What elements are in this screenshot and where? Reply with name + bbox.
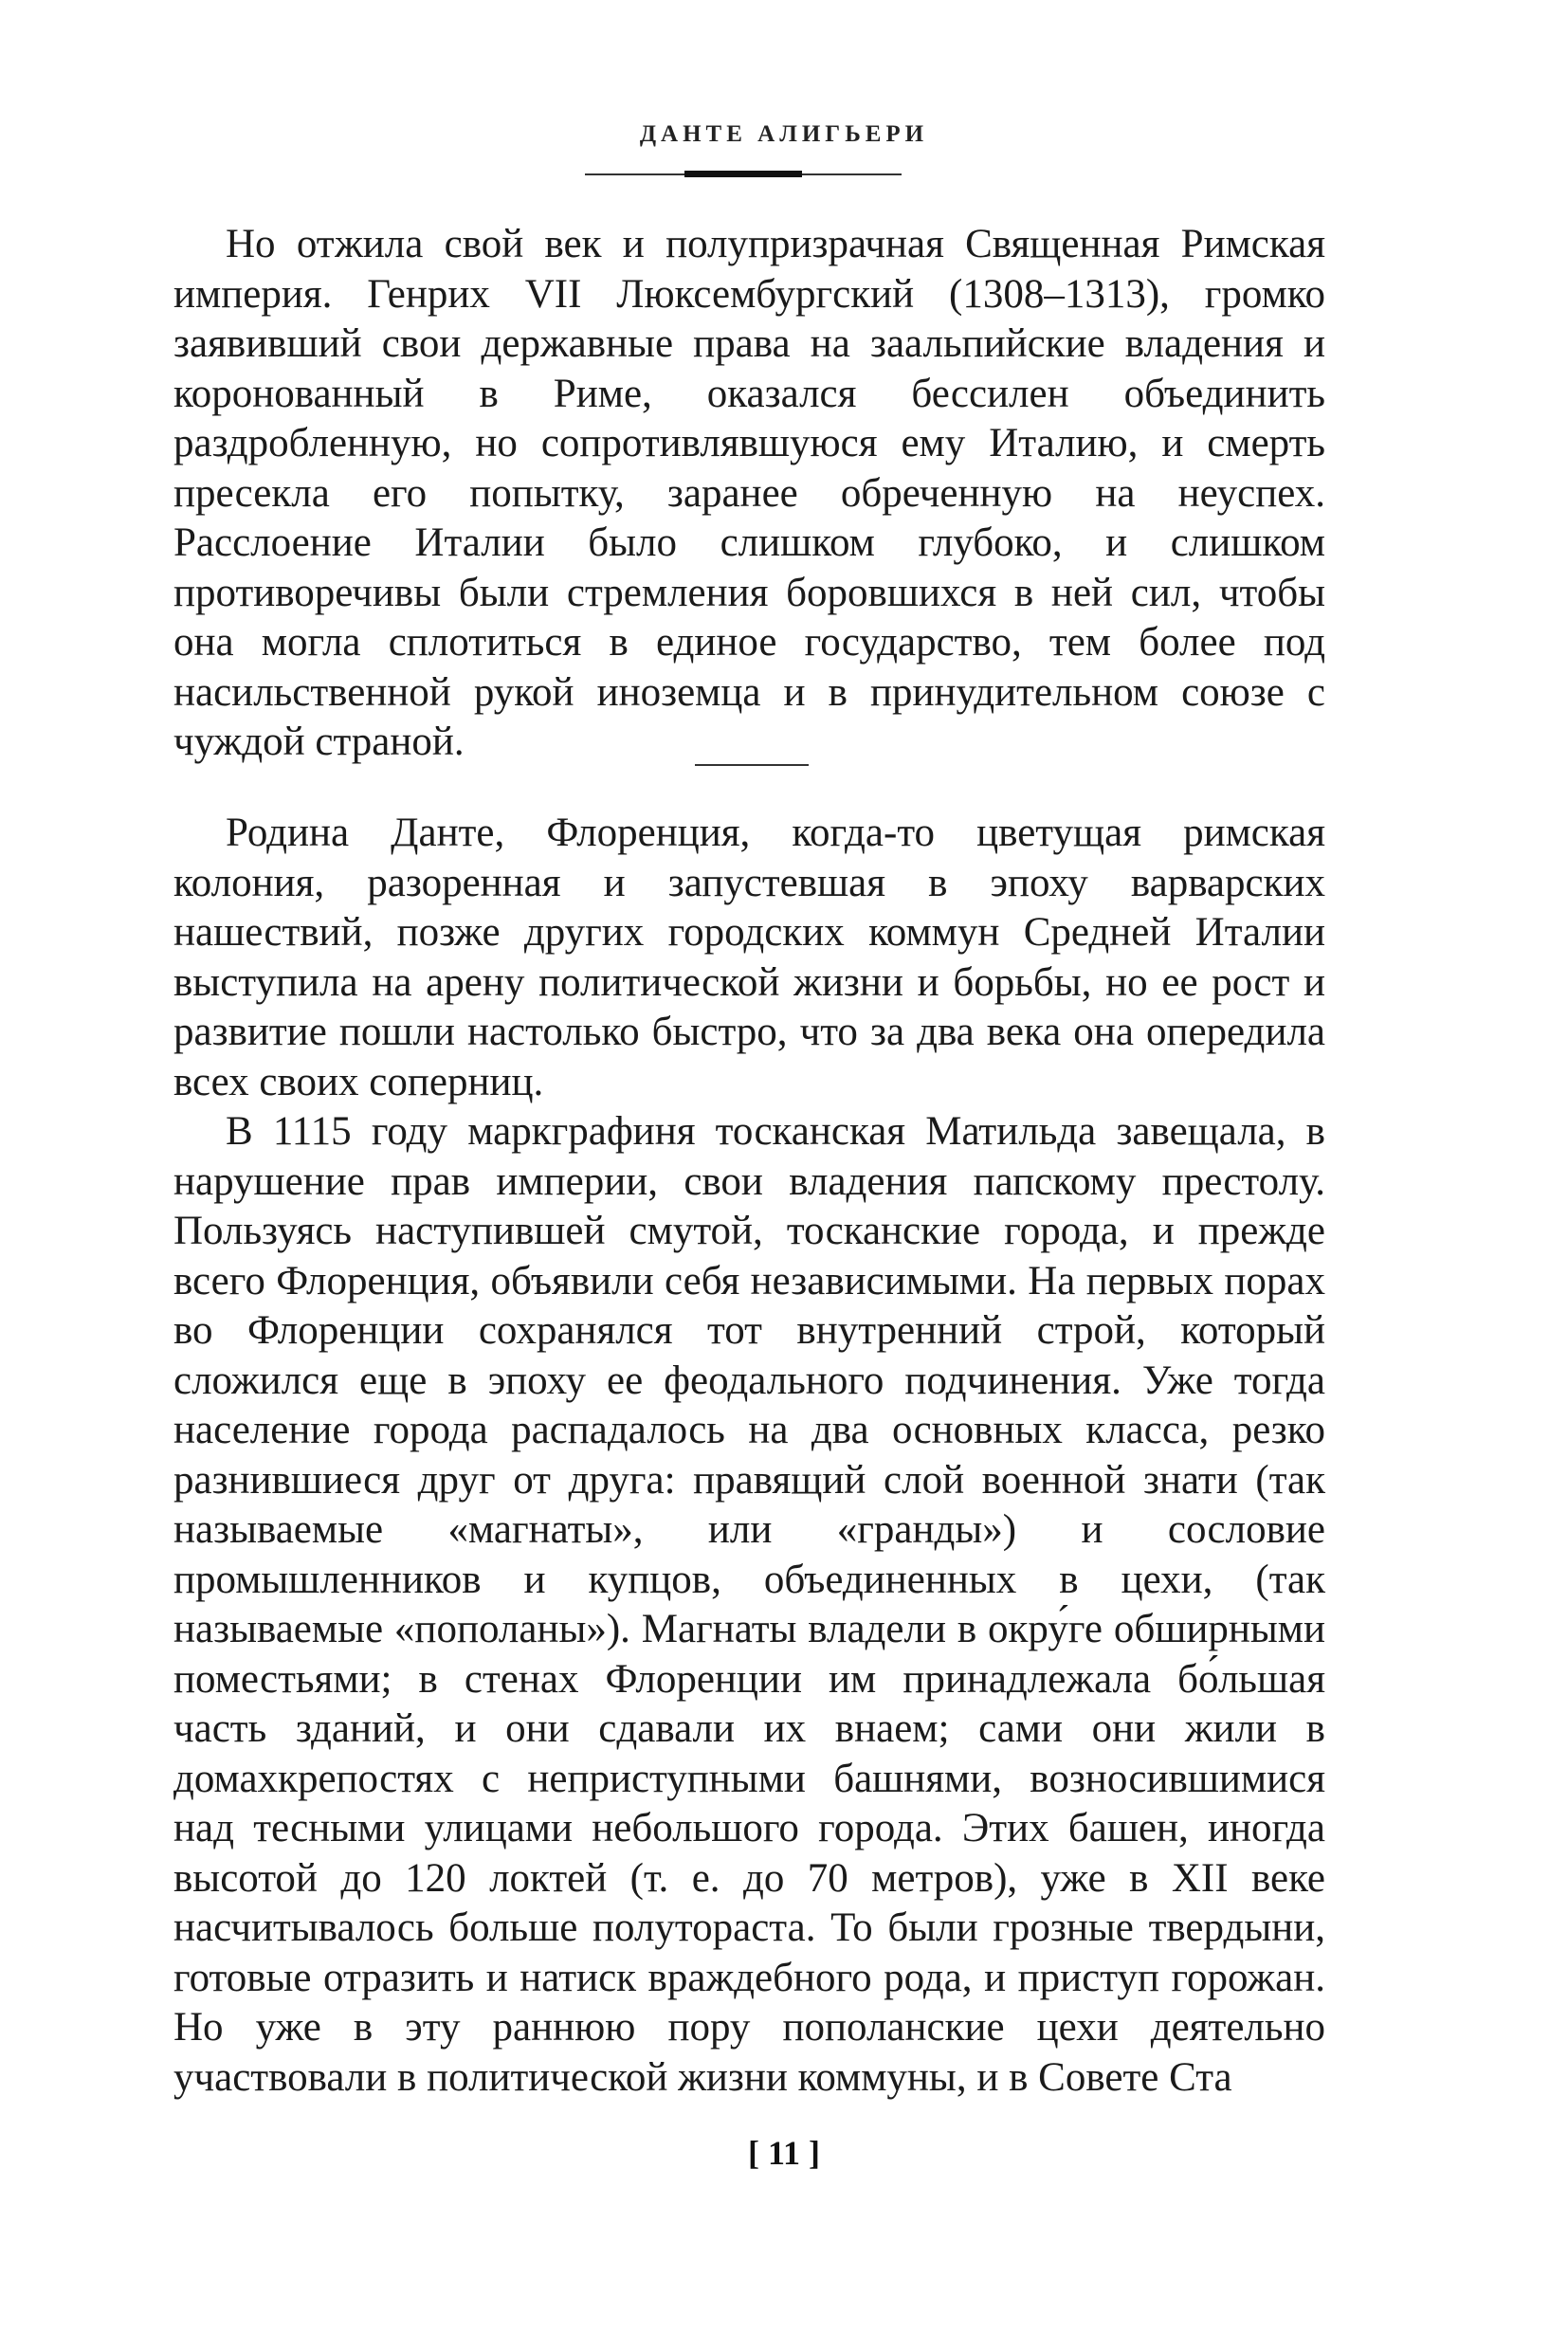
text-section-2	[173, 809, 1325, 2103]
paragraph: Родина Данте, Флоренция, когда-то цветущая римская колония, разоренная и запустевшая в эпоху варварских нашествий, позже других городских коммун Средней Италии выступила на арену политической жизни и борьбы, но ее рост и развитие пошли настолько быстро, что за два века она опередила всех своих соперниц.	[173, 811, 1325, 1104]
section-divider	[695, 764, 809, 766]
text-section-1	[173, 220, 1325, 768]
running-head: ДАНТЕ АЛИГЬЕРИ	[639, 121, 929, 147]
paragraph: В 1115 году маркграфиня тосканская Матильда завещала, в нарушение прав империи, свои владения папскому престолу. Пользуясь наступившей смутой, тосканские города, и прежде всего Флоренция, объявили себя независимыми. На первых порах во Флоренции сохранялся тот внутренний строй, который сложился еще в эпоху ее феодального подчинения. Уже тогда население города распадалось на два основных класса, резко разнившиеся друг от друга: правящий слой военной знати (так называемые «магнаты», или «гранды») и сословие промышленников и купцов, объединенных в цехи, (так называемые «пополаны»). Магнаты владели в окру́ге обширными поместьями; в стенах Флоренции им принадлежала бо́льшая часть зданий, и они сдавали их внаем; сами они жили в домахкрепостях с неприступными башнями, возносившимися над тесными улицами небольшого города. Этих башен, иногда высотой до 120 локтей (т. е. до 70 метров), уже в XII веке насчитывалось больше полутораста. То были грозные твердыни, готовые отразить и натиск враждебного рода, и приступ горожан. Но уже в эту раннюю пору пополанские цехи деятельно участвовали в политической жизни коммуны, и в Совете Ста	[173, 1109, 1325, 2100]
running-head-rule-accent	[684, 171, 802, 177]
page-number: [ 11 ]	[748, 2134, 820, 2172]
paragraph: Но отжила свой век и полупризрачная Священная Римская империя. Генрих VII Люксембургский (1308–1313), громко заявивший свои державные права на заальпийские владения и коронованный в Риме, оказался бессилен объединить раздробленную, но сопротивлявшуюся ему Италию, и смерть пресекла его попытку, заранее обреченную на неуспех. Расслоение Италии было слишком глубоко, и слишком противоречивы были стремления боровшихся в ней сил, чтобы она могла сплотиться в единое государство, тем более под насильственной рукой иноземца и в принудительном союзе с чуждой страной.	[173, 222, 1325, 764]
